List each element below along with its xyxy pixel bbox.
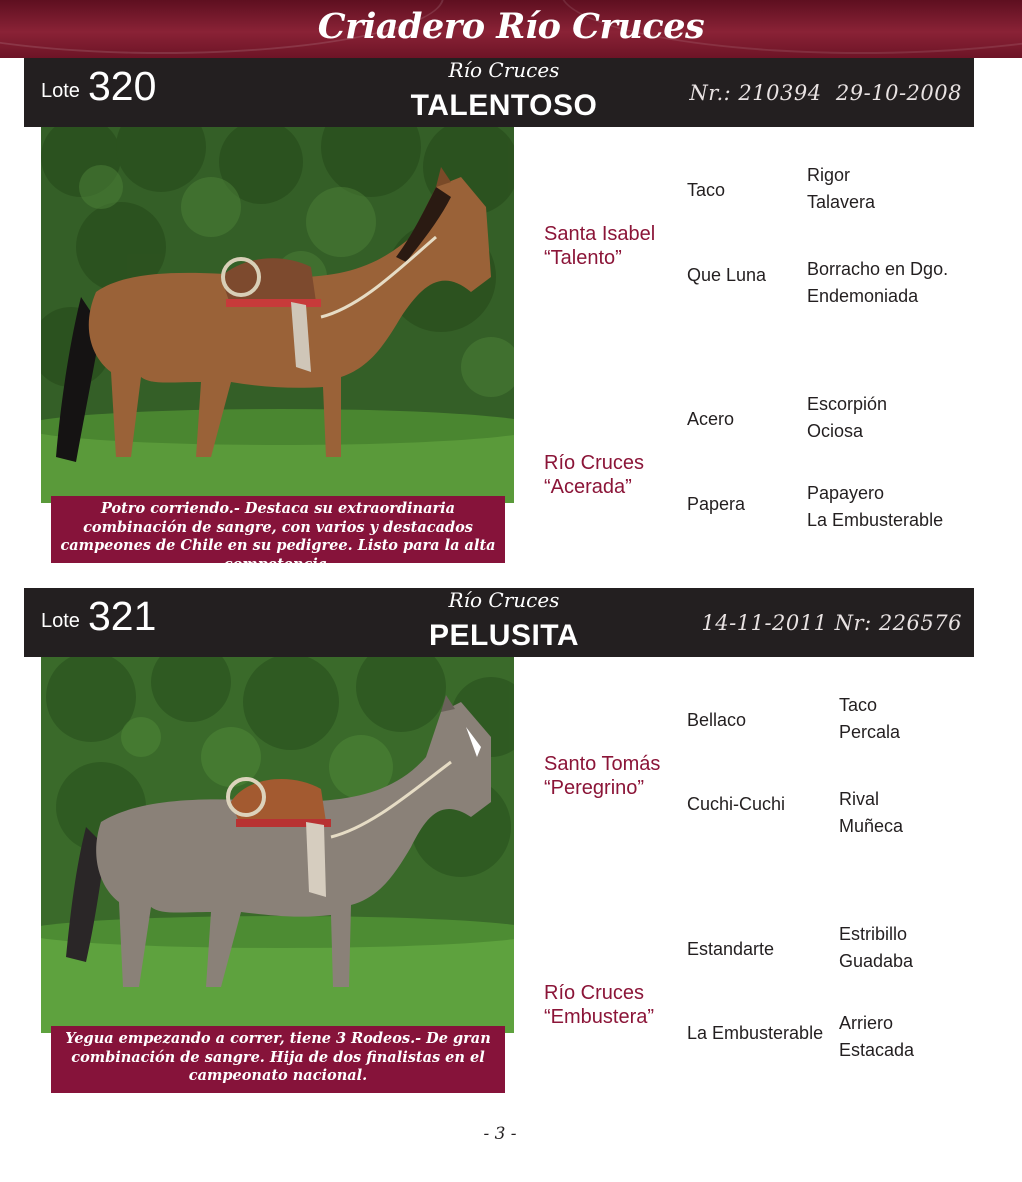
grandparent: La Embusterable: [687, 1023, 824, 1043]
breeder-name: Río Cruces: [448, 588, 560, 612]
horse-description: Yegua empezando a correr, tiene 3 Rodeos.- De gran combinación de sangre. Hija de dos finalistas en el campeonato nacional.: [51, 1026, 505, 1093]
sire-name: Santa Isabel “Talento”: [544, 223, 656, 269]
registration-info: Nr.: 210394 29-10-2008: [689, 81, 962, 105]
breeder-name: Río Cruces: [448, 58, 560, 82]
dam-name: Río Cruces “Embustera”: [544, 982, 655, 1028]
lot-number: 320: [88, 63, 157, 109]
great-grandparents: Rigor Talavera: [807, 165, 876, 212]
grandparent: Cuchi-Cuchi: [687, 794, 786, 814]
grandparent: Papera: [687, 494, 746, 514]
registration-info: 14-11-2011 Nr: 226576: [701, 611, 962, 635]
lot-header: [24, 588, 974, 657]
page-title: Criadero Río Cruces: [317, 6, 705, 47]
horse-photo: [41, 657, 514, 1033]
horse-photo: [41, 127, 514, 503]
horse-name: PELUSITA: [428, 619, 580, 652]
horse-description: Potro corriendo.- Destaca su extraordinaria combinación de sangre, con varios y destacados campeones de Chile en su pedigree. Listo para la alta competencia.: [51, 496, 505, 563]
great-grandparents: Arriero Estacada: [839, 1013, 915, 1060]
grandparent: Taco: [687, 180, 726, 200]
great-grandparents: Rival Muñeca: [839, 789, 904, 836]
top-banner: [0, 0, 1022, 58]
lot-label: Lote: [41, 610, 80, 632]
dam-name: Río Cruces “Acerada”: [544, 452, 645, 498]
grandparent: Acero: [687, 409, 735, 429]
great-grandparents: Estribillo Guadaba: [839, 924, 914, 971]
great-grandparents: Borracho en Dgo. Endemoniada: [807, 259, 949, 306]
grandparent: Estandarte: [687, 939, 775, 959]
lot-number: 321: [88, 593, 157, 639]
horse-name: TALENTOSO: [410, 89, 598, 122]
great-grandparents: Papayero La Embusterable: [807, 483, 944, 530]
grandparent: Que Luna: [687, 265, 767, 285]
great-grandparents: Escorpión Ociosa: [807, 394, 888, 441]
grandparent: Bellaco: [687, 710, 747, 730]
lot-label: Lote: [41, 80, 80, 102]
page-number: - 3 -: [483, 1124, 517, 1144]
great-grandparents: Taco Percala: [839, 695, 901, 742]
sire-name: Santo Tomás “Peregrino”: [544, 753, 661, 799]
lot-header: [24, 58, 974, 127]
